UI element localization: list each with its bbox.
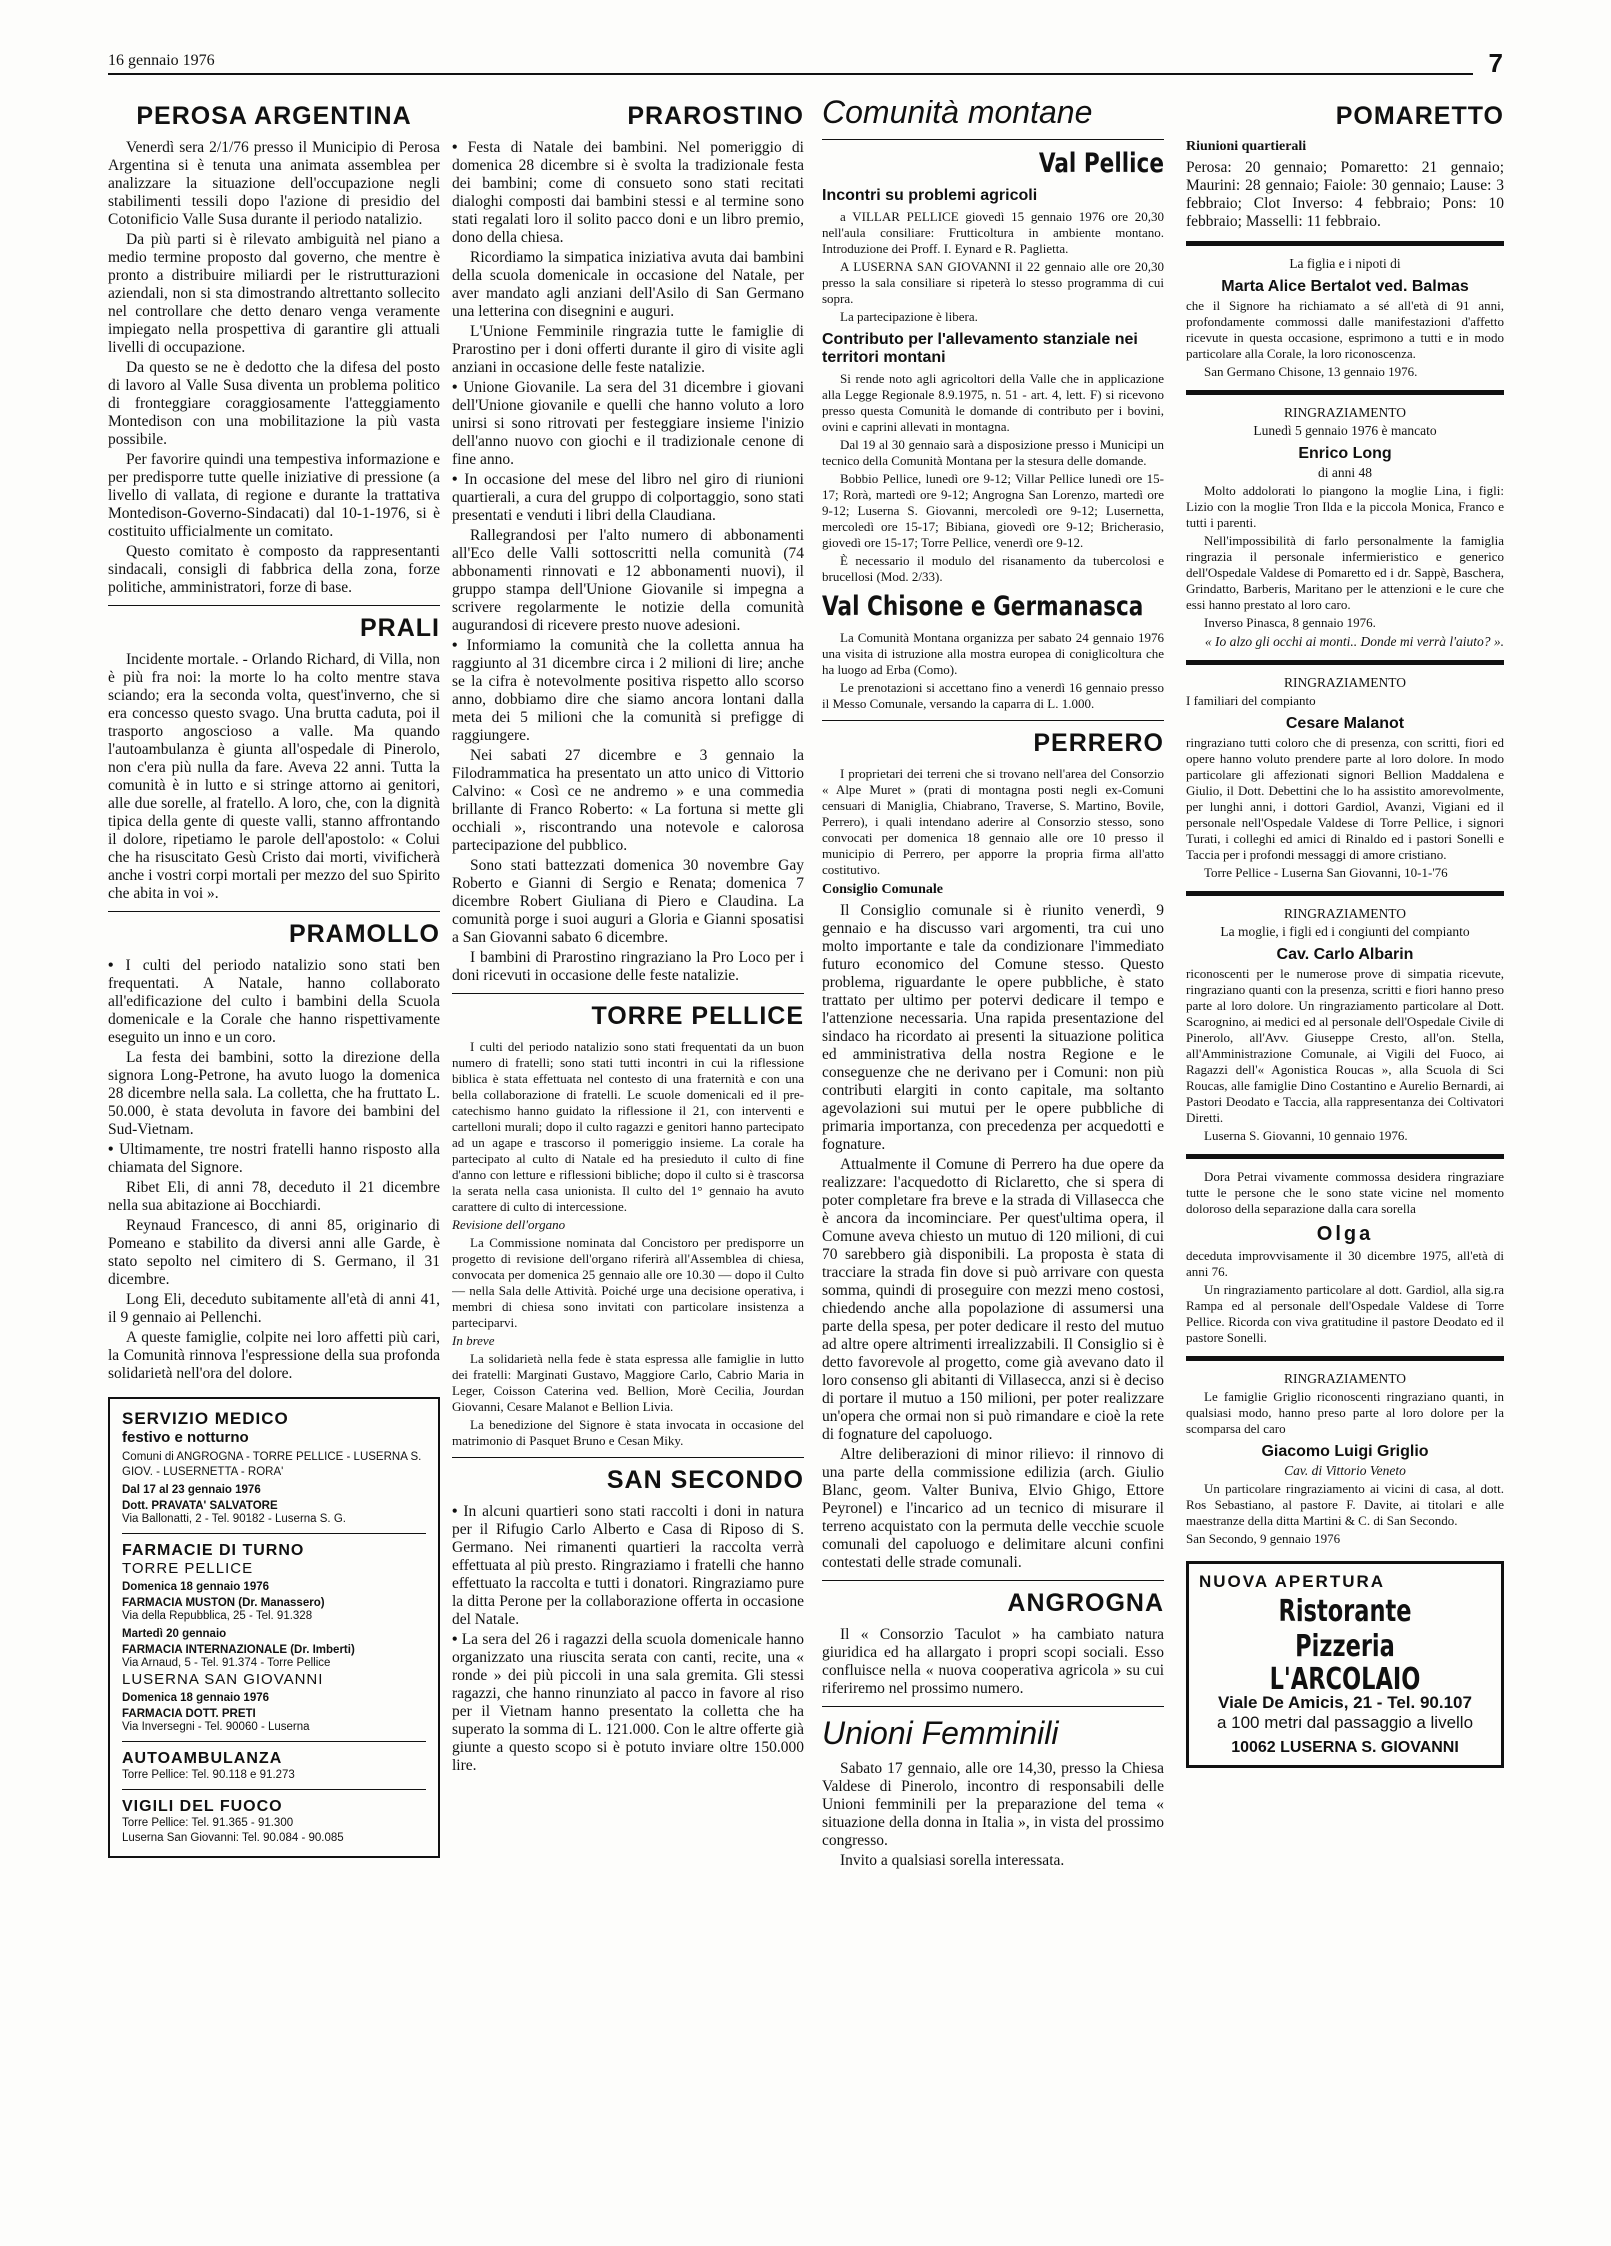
paragraph: La festa dei bambini, sotto la direzione della signora Long-Petrone, ha avuto luogo la domenica 28 dicembre nella sala. La colletta, che ha fruttato L. 50.000, è stata devoluta in favore dei bambini del Sud-Vietnam. xyxy=(108,1049,440,1138)
box-line: Dal 17 al 23 gennaio 1976 xyxy=(122,1484,261,1496)
paragraph: Il « Consorzio Taculot » ha cambiato natura giuridica ed ha allargato i propri scopi sociali. Esso confluisce nella « nuova cooperativa agricola » su cui riferiremo nel prossimo numero. xyxy=(822,1626,1164,1697)
paragraph: Sono stati battezzati domenica 30 novembre Gay Roberto e Gianni di Sergio e Renata; domenica 7 dicembre Robert Giuliana di Piero e Claudina. La comunità porge i suoi auguri a Gloria e Gianni sposatisi a San Giovanni sabato 6 dicembre. xyxy=(452,857,804,946)
notice-heading: RINGRAZIAMENTO xyxy=(1284,675,1406,690)
restaurant-ad xyxy=(1186,1561,1504,1768)
box-line: Torre Pellice: Tel. 90.118 e 91.273 xyxy=(122,1769,295,1781)
notice-heading: RINGRAZIAMENTO xyxy=(1284,405,1406,420)
paragraph: L'Unione Femminile ringrazia tutte le famiglie di Prarostino per i doni offerti durante il giro di visite agli anziani in occasione delle feste natalizie. xyxy=(452,323,804,376)
section-title-pramollo: PRAMOLLO xyxy=(288,920,440,948)
notice-name: Cesare Malanot xyxy=(1285,715,1405,732)
paragraph: Si rende noto agli agricoltori della Valle che in applicazione alla Legge Regionale 8.9.1975, n. 51 - art. 4, lett. F) si ricevono presso questa Comunità le domande di contributo per i bovini, ovini e caprini allevati in montagna. xyxy=(822,371,1164,434)
box-line: Domenica 18 gennaio 1976 xyxy=(122,1581,270,1593)
notice-malanot xyxy=(1186,675,1504,881)
paragraph: Ricordiamo la simpatica iniziativa avuta dai bambini della scuola domenicale in occasione del Natale, per aver mandato agli anziani dell'Asilo di San Germano una letterina con disegnini e auguri. xyxy=(452,249,804,320)
notice-heading: RINGRAZIAMENTO xyxy=(1284,1371,1406,1386)
box-line: FARMACIA DOTT. PRETI xyxy=(122,1708,256,1720)
section-divider xyxy=(1186,660,1504,665)
section-title-comunita: Comunità montane xyxy=(822,100,1093,130)
paragraph: Sabato 17 gennaio, alle ore 14,30, presso la Chiesa Valdese di Pinerolo, incontro di responsabili delle Unioni femminili per la preparazione del tema « situazione della donna in Italia », in vista del prossimo congresso. xyxy=(822,1760,1164,1849)
paragraph: Attualmente il Comune di Perrero ha due opere da realizzare: l'acquedotto di Riclaretto, che si spera di poter completare fra breve e la strada di Villasecca che è ancora da incominciare. Per quest'ultima opera, il Comune aveva chiesto un mutuo di 120 milioni, di cui 70 sarebbero già disponibili. La proposta è stata di tracciare la strada fin dove si può arrivare con questa somma, quindi di proseguire con mezzi meno costosi, chiedendo anche alla popolazione di assumersi una parte della spesa, per poter dedicare il resto del mutuo ad altre opere altrimenti irrealizzabili. Il Consiglio si è detto favorevole al progetto, come già avevano dato il loro consenso gli abitanti di Villasecca, anzi si è deciso di portare il mutuo a 150 milioni, per poter realizzare un'opera che ormai non si può rimandare e cioè la rete di fognature del capoluogo. xyxy=(822,1156,1164,1443)
section-divider xyxy=(1186,241,1504,246)
paragraph: A queste famiglie, colpite nei loro affetti più cari, la Comunità rinnova l'espressione della sua profonda solidarietà nell'ora del dolore. xyxy=(108,1329,440,1382)
subheading: Incontri su problemi agricoli xyxy=(822,187,1038,204)
box-line: Via Inversegni - Tel. 90060 - Luserna xyxy=(122,1721,310,1733)
page-number: 7 xyxy=(1488,48,1503,78)
paragraph: Dal 19 al 30 gennaio sarà a disposizione presso i Municipi un tecnico della Comunità Montana per la stesura delle domande. xyxy=(822,437,1164,468)
section-title-angrogna: ANGROGNA xyxy=(1007,1589,1164,1617)
notice-intro: La figlia e i nipoti di xyxy=(1289,256,1401,271)
header-rule xyxy=(108,73,1473,75)
box-line: Luserna San Giovanni: Tel. 90.084 - 90.085 xyxy=(122,1832,344,1844)
notice-age: di anni 48 xyxy=(1318,465,1372,480)
ad-line: Ristorante Pizzeria xyxy=(1278,1594,1412,1664)
paragraph: • Ultimamente, tre nostri fratelli hanno risposto alla chiamata del Signore. xyxy=(108,1141,440,1177)
notice-sub: Cav. di Vittorio Veneto xyxy=(1284,1463,1406,1478)
paragraph: La Comunità Montana organizza per sabato 24 gennaio 1976 una visita di istruzione alla mostra europea di coniglicoltura che ha luogo ad Erba (Como). xyxy=(822,630,1164,677)
services-box xyxy=(108,1397,440,1858)
notice-place: Luserna S. Giovanni, 10 gennaio 1976. xyxy=(1204,1128,1408,1143)
paragraph: che il Signore ha richiamato a sé all'età di 91 anni, profondamente commossi dalle manifestazioni d'affetto ricevute in questa occasione, esprimono a tutti e in modo particolare alla Corale, la loro riconoscenza. xyxy=(1186,298,1504,361)
section-divider xyxy=(452,1457,804,1458)
paragraph: Long Eli, deceduto subitamente all'età di anni 41, il 9 gennaio ai Pellenchi. xyxy=(108,1291,440,1326)
notice-name: Olga xyxy=(1316,1223,1374,1245)
notice-intro: I familiari del compianto xyxy=(1186,693,1316,708)
section-title-sansecondo: SAN SECONDO xyxy=(606,1466,804,1494)
notice-place: San Germano Chisone, 13 gennaio 1976. xyxy=(1204,364,1418,379)
paragraph: La solidarietà nella fede è stata espressa alle famiglie in lutto dei fratelli: Marginati Gustavo, Maggiore Carlo, Cabrio Maria in Leger, Coisson Caterina ved. Bellion, Morè Cecilia, Jourdan Giovanni, Cesare Malanot e Bellion Livia. xyxy=(452,1351,804,1414)
heading-val-chisone: Val Chisone e Germanasca xyxy=(822,591,1144,622)
paragraph: Nei sabati 27 dicembre e 3 gennaio la Filodrammatica ha presentato un atto unico di Vittorio Calvino: « Così ce ne andremo » e una commedia brillante di Franco Roberto: « La fortuna si mette gli occhiali », riscontrando una notevole e calorosa partecipazione del pubblico. xyxy=(452,747,804,854)
box-line: Martedì 20 gennaio xyxy=(122,1628,227,1640)
paragraph: Da questo se ne è dedotto che la difesa del posto di lavoro al Valle Susa diventa un problema politico di fronteggiare coraggiosamente l'atteggiamento Montedison con una mobilitazione la più vasta possibile. xyxy=(108,359,440,448)
box-heading: FARMACIE DI TURNO xyxy=(122,1542,305,1559)
box-heading: AUTOAMBULANZA xyxy=(122,1750,283,1767)
column-1 xyxy=(108,100,440,2230)
box-line: Domenica 18 gennaio 1976 xyxy=(122,1692,270,1704)
issue-date: 16 gennaio 1976 xyxy=(108,52,215,69)
article-contributo xyxy=(822,371,1164,585)
paragraph: Bobbio Pellice, lunedì ore 9-12; Villar Pellice lunedì ore 15-17; Rorà, martedì ore 9-12; Angrogna San Lorenzo, martedì ore 9-12; Luserna S. Giovanni, mercoledì ore 9-12; Lusernetta, mercoledì ore 15-17; Bibiana, giovedì ore 9-12; Bricherasio, giovedì ore 15-17; Torre Pellice, venerdì ore 9-12. xyxy=(822,471,1164,550)
paragraph: Ribet Eli, di anni 78, deceduto il 21 dicembre nella sua abitazione ai Bocchiardi. xyxy=(108,1179,440,1214)
paragraph: Reynaud Francesco, di anni 85, originario di Pomeano e stabilito da diversi anni alle Garde, è stato sepolto nel cimitero di S. Germano, il 31 dicembre. xyxy=(108,1217,440,1288)
paragraph: riconoscenti per le numerose prove di simpatia ricevute, ringraziano quanti con la presenza, scritti e fiori hanno preso parte al loro dolore. Un ringraziamento particolare al Dott. Scarognino, ai medici ed al personale dell'Ospedale Civile di Pinerolo, all'Avv. Giuseppe Cresto, all'on. Stella, all'Amministrazione Comunale, ai Vigili del Fuoco, ai Ragazzi dell'« Agonistica Roucas », alla Scuola di Sci Roucas, alle famiglie Dino Costantino e Aurelio Bernardi, ai Pastori Deodato e Taccia, alla rappresentanza dei Coltivatori Diretti. xyxy=(1186,966,1504,1125)
paragraph: Altre deliberazioni di minor rilievo: il rinnovo di una parte della commissione edilizia (arch. Giulio Blanc, geom. Valter Buniva, Elvio Ghigo, Ettore Peyronel) e l'incarico ad un tecnico di misurare il terreno acquistato con la permuta delle vecchie scuole comunali del capoluogo e delimitare alcuni confini contestati delle strade comunali. xyxy=(822,1446,1164,1571)
paragraph: A LUSERNA SAN GIOVANNI il 22 gennaio alle ore 20,30 presso la sala consiliare si ripeterà lo stesso programma di cui sopra. xyxy=(822,259,1164,306)
notice-name: Marta Alice Bertalot ved. Balmas xyxy=(1221,278,1469,295)
paragraph: Un ringraziamento particolare al dott. Gardiol, alla sig.ra Rampa ed al personale dell'Ospedale Valdese di Torre Pellice. Ricorda con viva gratitudine il pastore Deodato ed il pastore Sonelli. xyxy=(1186,1282,1504,1345)
paragraph: Perosa: 20 gennaio; Pomaretto: 21 gennaio; Maurini: 28 gennaio; Faiole: 30 gennaio; Lause: 3 febbraio; Clot Inverso: 4 febbraio; Pons: 10 febbraio; Masselli: 11 febbraio. xyxy=(1186,159,1504,230)
notice-albarin xyxy=(1186,906,1504,1144)
section-divider xyxy=(1186,1356,1504,1361)
box-heading: VIGILI DEL FUOCO xyxy=(122,1798,283,1815)
paragraph: Molto addolorati lo piangono la moglie Lina, i figli: Lizio con la moglie Tron Ilda e la piccola Monica, Franco e tutti i parenti. xyxy=(1186,483,1504,530)
box-line: Via della Repubblica, 25 - Tel. 91.328 xyxy=(122,1610,313,1622)
box-line: Dott. PRAVATA' SALVATORE xyxy=(122,1500,278,1512)
section-title-unioni: Unioni Femminili xyxy=(822,1715,1059,1751)
section-divider xyxy=(108,605,440,606)
notice-intro: La moglie, i figli ed i congiunti del compianto xyxy=(1220,924,1470,939)
paragraph: Dora Petrai vivamente commossa desidera ringraziare tutte le persone che le sono state vicine nel momento doloroso della separazione dalla cara sorella xyxy=(1186,1169,1504,1216)
subheading: Contributo per l'allevamento stanziale nei territori montani xyxy=(822,331,1138,366)
box-line: Via Ballonatti, 2 - Tel. 90182 - Luserna S. G. xyxy=(122,1513,346,1525)
notice-place: Torre Pellice - Luserna San Giovanni, 10-1-'76 xyxy=(1204,865,1448,880)
notice-place: San Secondo, 9 gennaio 1976 xyxy=(1186,1531,1341,1546)
paragraph: • La sera del 26 i ragazzi della scuola domenicale hanno organizzato una riuscita serata con canti, recite, una « ronde » dei più piccoli in una sala gremita. Gli stessi ragazzi, che hanno rinunziato al pacco in favore al riso per il Vietnam hanno presentato la colletta che ha superato la somma di L. 121.000. Con le altre offerte già giunte a questo scopo si è potuto inviare oltre 150.000 lire. xyxy=(452,1631,804,1775)
box-line: Via Arnaud, 5 - Tel. 91.374 - Torre Pellice xyxy=(122,1657,331,1669)
section-title-pomaretto: POMARETTO xyxy=(1335,102,1504,130)
article-val-chisone xyxy=(822,630,1164,712)
box-divider xyxy=(122,1741,426,1742)
paragraph: Per favorire quindi una tempestiva informazione e per predisporre tutte quelle iniziative di pressione (a livello di vallata, di regione e durante la trattativa Montedison-Governo-Sindacati) dal 10-1-1976, si è costituito ufficialmente un comitato. xyxy=(108,451,440,540)
column-3 xyxy=(822,100,1164,2230)
article-val-pellice xyxy=(822,209,1164,325)
box-line: Comuni di ANGROGNA - TORRE PELLICE - LUSERNA S. GIOV. - LUSERNETTA - RORA' xyxy=(122,1451,422,1478)
section-title-prarostino: PRAROSTINO xyxy=(627,102,804,130)
subheading: Consiglio Comunale xyxy=(822,882,943,897)
box-title: SERVIZIO MEDICO xyxy=(122,1409,289,1428)
section-divider xyxy=(822,1580,1164,1581)
notice-balmas xyxy=(1186,256,1504,380)
ad-line: NUOVA APERTURA xyxy=(1199,1572,1386,1591)
paragraph: • I culti del periodo natalizio sono stati ben frequentati. A Natale, hanno collaborato all'edificazione del culto i bambini della Scuola domenicale e la Corale che hanno rispettivamente eseguito un inno e un coro. xyxy=(108,957,440,1047)
notice-name: Cav. Carlo Albarin xyxy=(1276,946,1414,963)
subheading: Riunioni quartierali xyxy=(1186,139,1307,154)
article-perosa xyxy=(108,139,440,597)
paragraph: Da più parti si è rilevato ambiguità nel piano a medio termine proposto dal governo, che mentre è pronto a distribuire miliardi per le ristrutturazioni aziendali, non si sta dimostrando altrettanto sollecito nel controllare che detto denaro venga veramente impiegato nella prospettiva di garantire gli attuali livelli di occupazione. xyxy=(108,231,440,356)
column-2 xyxy=(452,100,804,2230)
paragraph: I bambini di Prarostino ringraziano la Pro Loco per i doni ricevuti in occasione delle feste natalizie. xyxy=(452,949,804,984)
paragraph: Rallegrandosi per l'alto numero di abbonamenti all'Eco delle Valli sottoscritti nella comunità (74 abbonamenti rinnovati e 12 abbonamenti nuovi), il gruppo stampa dell'Unione Giovanile si impegna a scrivere regolarmente le notizie della comunità augurandosi di ricevere presto nuove adesioni. xyxy=(452,527,804,634)
ad-line: 10062 LUSERNA S. GIOVANNI xyxy=(1231,1739,1459,1756)
notice-olga xyxy=(1186,1169,1504,1346)
box-line: Torre Pellice: Tel. 91.365 - 91.300 xyxy=(122,1817,294,1829)
box-divider xyxy=(122,1789,426,1790)
paragraph: Incidente mortale. - Orlando Richard, di Villa, non è più fra noi: la morte lo ha colto mentre stava sciando; era la seconda volta, quest'inverno, che si era concesso questo svago. Una brutta caduta, poi il trasporto angoscioso a valle. Ma quando l'autoambulanza è giunta all'ospedale di Pinerolo, non c'era più nulla da fare. Aveva 22 anni. Tutta la comunità è in lutto e si stringe attorno ai genitori, alle due sorelle, al fratello. A loro, che, con la dignità tipica della gente di queste valli, stanno affrontando il dolore, ripetiamo le parole dell'apostolo: « Colui che ha risuscitato Gesù Cristo dai morti, vivificherà anche i vostri corpi mortali per mezzo del suo Spirito che abita in voi ». xyxy=(108,651,440,902)
section-divider xyxy=(1186,891,1504,896)
box-line: FARMACIA INTERNAZIONALE (Dr. Imberti) xyxy=(122,1644,355,1656)
box-subtitle: festivo e notturno xyxy=(122,1429,249,1446)
section-title-perosa: PEROSA ARGENTINA xyxy=(136,102,412,130)
paragraph: La Commissione nominata dal Concistoro per predisporre un progetto di revisione dell'organo riferirà all'Assemblea di chiesa, convocata per domenica 25 gennaio alle ore 10.30 — dopo il Culto — nella Sala delle Attività. Poiché urge una decisione operativa, i membri di chiesa sono invitati con particolare insistenza a parteciparvi. xyxy=(452,1235,804,1330)
notice-long xyxy=(1186,405,1504,650)
paragraph: Nell'impossibilità di farlo personalmente la famiglia ringrazia il personale infermieristico e generico dell'Ospedale Valdese di Pomaretto ed i dr. Sappè, Baschera, Grindatto, Barberis, Maritano per le attenzioni e le cure che essi hanno prestato al loro caro. xyxy=(1186,533,1504,612)
paragraph: ringraziano tutti coloro che di presenza, con scritti, fiori ed opere hanno voluto prendere parte al loro dolore. In modo particolare gli affezionati signori Bellion Maddalena e Giulio, il Dott. Debettini che lo ha assistito amorevolmente, per lunghi anni, i dottori Gardiol, Avanzi, Vigiani ed il personale nell'Ospedale Valdese di Torre Pellice, i signori Turati, i colleghi ed amici di Rinaldo ed i pastori Sonelli e Taccia per i profondi messaggi di amore cristiano. xyxy=(1186,735,1504,862)
ad-line: Viale De Amicis, 21 - Tel. 90.107 xyxy=(1218,1693,1472,1712)
section-divider xyxy=(822,720,1164,721)
section-title-prali: PRALI xyxy=(360,614,440,642)
ad-line: L'ARCOLAIO xyxy=(1269,1662,1421,1697)
paragraph: La benedizione del Signore è stata invocata in occasione del matrimonio di Pasquet Bruno e Cesan Miky. xyxy=(452,1417,804,1448)
subheading: In breve xyxy=(452,1333,495,1348)
notice-place: Inverso Pinasca, 8 gennaio 1976. xyxy=(1204,615,1376,630)
paragraph: Le prenotazioni si accettano fino a venerdì 16 gennaio presso il Messo Comunale, versando la caparra di L. 1.000. xyxy=(822,680,1164,711)
notice-name: Enrico Long xyxy=(1298,445,1392,462)
section-title-torre: TORRE PELLICE xyxy=(591,1002,804,1030)
paragraph: • In occasione del mese del libro nel giro di riunioni quartierali, a cura del gruppo di colportaggio, sono stati presentati e venduti i libri della Claudiana. xyxy=(452,471,804,525)
article-torre xyxy=(452,1039,804,1449)
paragraph: La partecipazione è libera. xyxy=(840,309,978,324)
notice-heading: RINGRAZIAMENTO xyxy=(1284,906,1406,921)
section-divider xyxy=(822,139,1164,140)
paragraph: deceduta improvvisamente il 30 dicembre 1975, all'età di anni 76. xyxy=(1186,1248,1504,1279)
paragraph: • Unione Giovanile. La sera del 31 dicembre i giovani dell'Unione giovanile e quelli che hanno voluto a loro unirsi si sono ritrovati per festeggiare insieme l'inizio dell'anno nuovo con giochi e il tradizionale cenone di fine anno. xyxy=(452,379,804,469)
section-divider xyxy=(822,1706,1164,1707)
paragraph: • Festa di Natale dei bambini. Nel pomeriggio di domenica 28 dicembre si è svolta la tradizionale festa dei bambini; come di consueto sono stati recitati dialoghi composti dai bambini stessi e al termine sono stati regalati loro il solito pacco doni e un libro premio, dono della chiesa. xyxy=(452,139,804,247)
article-perrero-intro xyxy=(822,766,1164,878)
page-header xyxy=(108,48,1503,78)
box-line: FARMACIA MUSTON (Dr. Manassero) xyxy=(122,1597,325,1609)
box-line: TORRE PELLICE xyxy=(122,1560,254,1577)
paragraph: È necessario il modulo del risanamento da tubercolosi e brucellosi (Mod. 2/33). xyxy=(822,553,1164,584)
paragraph: Questo comitato è composto da rappresentanti sindacali, consigli di fabbrica della zona, forze politiche, amministratori, forze di base. xyxy=(108,543,440,596)
notice-griglio xyxy=(1186,1371,1504,1547)
heading-val-pellice: Val Pellice xyxy=(1038,148,1164,179)
notice-intro: Lunedì 5 gennaio 1976 è mancato xyxy=(1253,423,1437,438)
box-line: LUSERNA SAN GIOVANNI xyxy=(122,1671,324,1688)
paragraph: I proprietari dei terreni che si trovano nell'area del Consorzio « Alpe Muret » (prati di montagna posti negli ex-Comuni censuari di Maniglia, Chiabrano, Traverse, S. Martino, Bovile, Perrero), i quali intendano aderire al Consorzio stesso, sono convocati per domenica 18 gennaio alle ore 10 presso il municipio di Perrero, per apporre la propria firma all'atto costitutivo. xyxy=(822,766,1164,877)
paragraph: Venerdì sera 2/1/76 presso il Municipio di Perosa Argentina si è tenuta una animata assemblea per analizzare la situazione dell'occupazione negli stabilimenti tessili dopo l'azione di presidio del Cotonificio Valle Susa durante il periodo natalizio. xyxy=(108,139,440,228)
paragraph: Le famiglie Griglio riconoscenti ringraziano quanti, in qualsiasi modo, hanno preso parte al loro dolore per la scomparsa del caro xyxy=(1186,1389,1504,1436)
paragraph: a VILLAR PELLICE giovedì 15 gennaio 1976 ore 20,30 nell'aula consiliare: Frutticoltura in ambiente montano. Introduzione dei Proff. I. Eynard e R. Paglietta. xyxy=(822,209,1164,256)
box-divider xyxy=(122,1533,426,1534)
subheading: Revisione dell'organo xyxy=(452,1217,566,1232)
ad-line: a 100 metri dal passaggio a livello xyxy=(1216,1713,1474,1732)
section-divider xyxy=(452,993,804,994)
paragraph: • Informiamo la comunità che la colletta annua ha raggiunto al 31 dicembre circa i 2 milioni di lire; anche se la cifra è notevolmente positiva rispetto allo scorso anno, dobbiamo dire che siamo ancora lontani dalla meta dei 5 milioni che la comunità si prefigge di raggiungere. xyxy=(452,637,804,745)
notice-quote: « Io alzo gli occhi ai monti.. Donde mi verrà l'aiuto? ». xyxy=(1204,634,1504,649)
section-divider xyxy=(108,911,440,912)
paragraph: Un particolare ringraziamento ai vicini di casa, al dott. Ros Sebastiano, al pastore F. Davite, ai titolari e alle maestranze della ditta Martini & C. di San Secondo. xyxy=(1186,1481,1504,1528)
paragraph: • In alcuni quartieri sono stati raccolti i doni in natura per il Rifugio Carlo Alberto e Casa di Riposo di S. Germano. Nei rimanenti quartieri la raccolta verrà effettuata al più presto. Ringraziamo i fratelli che hanno effettuato la raccolta e tutti i donatori. Ringraziamo pure la ditta Perone per la collaborazione offerta in occasione del Natale. xyxy=(452,1503,804,1629)
paragraph: Invito a qualsiasi sorella interessata. xyxy=(840,1852,1065,1869)
section-divider xyxy=(1186,1154,1504,1159)
paragraph: Il Consiglio comunale si è riunito venerdì, 9 gennaio e ha discusso vari argomenti, tra cui uno molto importante e tale da condizionare l'immediato futuro economico del Comune stesso. Questo problema, riguardante le opere pubbliche, è stato trattato per ultimo per potervi dedicare il tempo e l'attenzione necessaria. Una rapida presentazione del sindaco ha ricordato ai presenti la situazione politica ed amministrativa della nostra Regione e le conseguenze che ne derivano per i Comuni: non più contributi elargiti in conto capitale, ma soltanto agevolazioni sui mutui per le opere pubbliche di primaria importanza, con precedenza per acquedotti e fognature. xyxy=(822,902,1164,1153)
section-divider xyxy=(1186,390,1504,395)
paragraph: I culti del periodo natalizio sono stati frequentati da un buon numero di fratelli; sono stati tutti incontri in cui la riflessione biblica è stata effettuata nel contesto di una fraternità e con una bella collaborazione di fratelli. Le scuole domenicali ed il pre-catechismo hanno guidato la riflessione il 21, con interventi e cartelloni murali; dopo il culto ragazzi e genitori hanno partecipato ad un agape e trascorso il pomeriggio insieme. La corale ha partecipato al culto di Natale ed ha presieduto il culto di fine d'anno con letture e riflessioni bibliche; dopo il culto si è trascorsa la serata nella casa unionista. Il culto del 1° gennaio ha avuto carattere di culto di intercessione. xyxy=(452,1039,804,1214)
column-4 xyxy=(1186,100,1504,2230)
notice-name: Giacomo Luigi Griglio xyxy=(1261,1443,1429,1460)
section-title-perrero: PERRERO xyxy=(1033,729,1164,757)
